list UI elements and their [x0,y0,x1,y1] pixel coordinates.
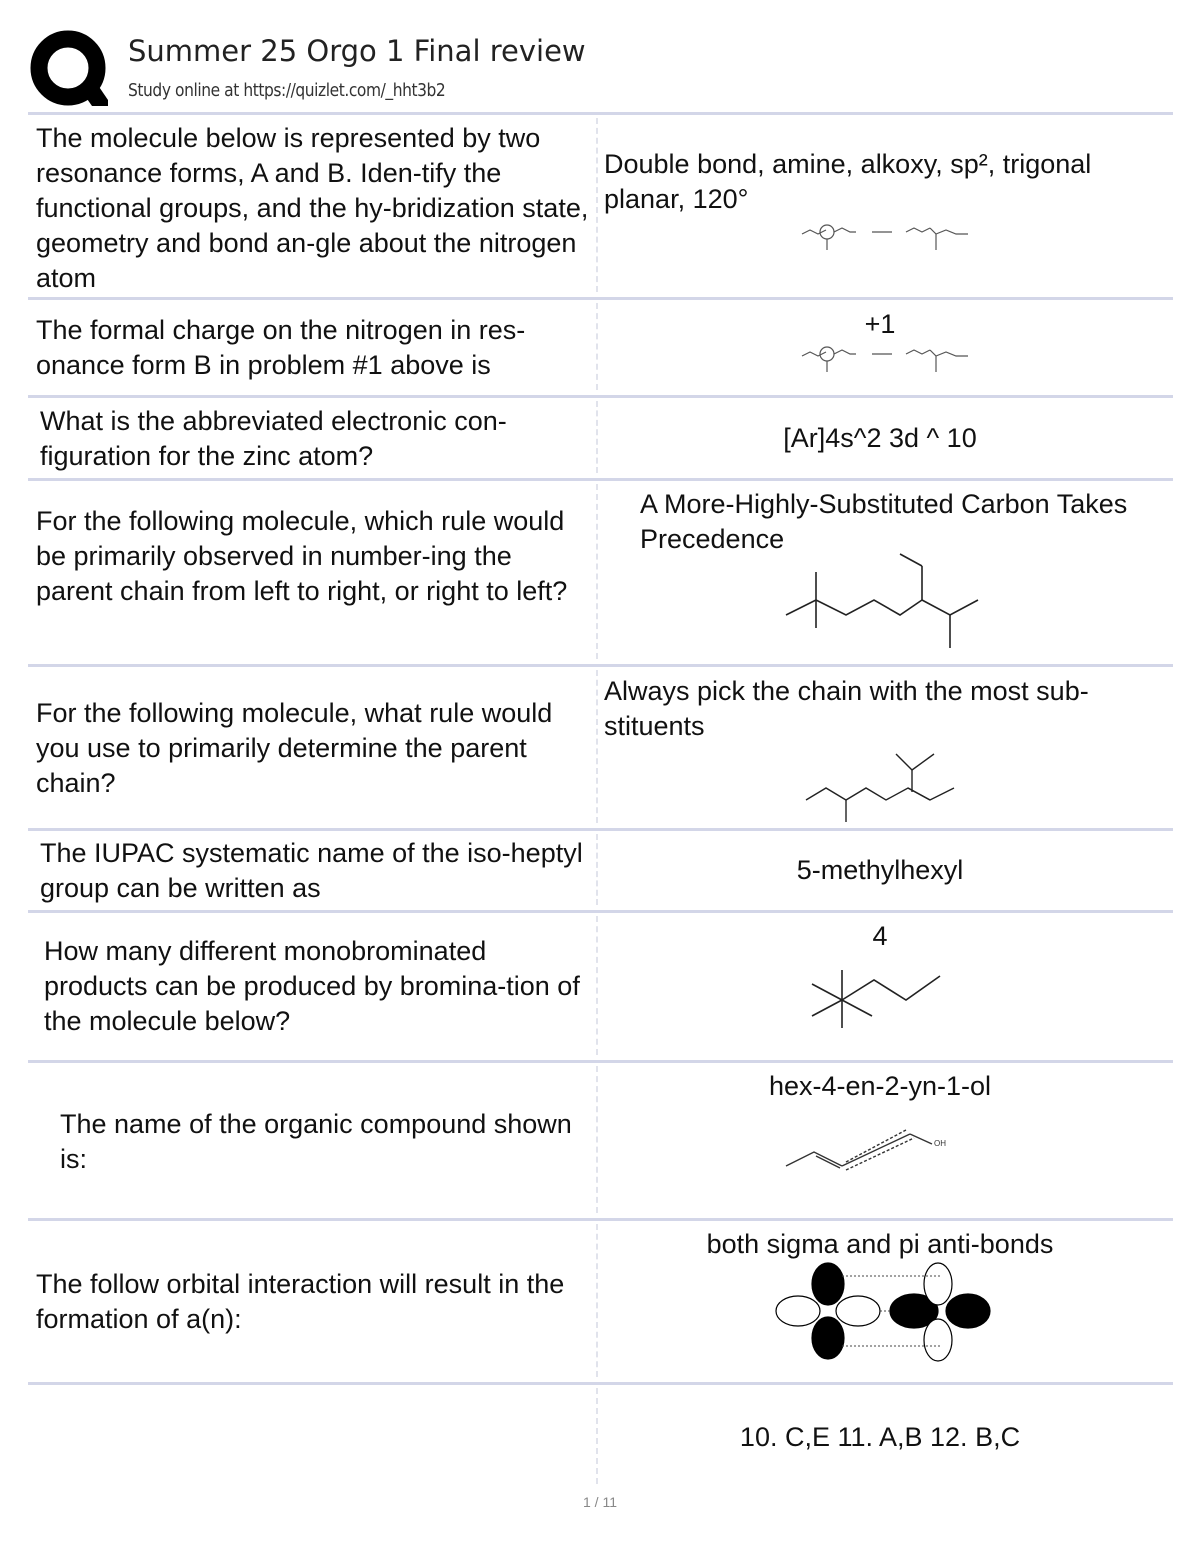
column-divider [596,484,598,659]
page-number: 1 / 11 [583,1494,617,1510]
header [30,26,1175,112]
resonance-structures-image [800,340,980,382]
column-divider [596,1388,598,1484]
divider [28,828,1173,831]
card-question: The formal charge on the nitrogen in res-onance form B in problem #1 above is [36,315,526,380]
quizlet-logo-icon [30,30,108,108]
divider [28,478,1173,481]
column-divider [596,303,598,390]
card-question: For the following molecule, which rule would be primarily observed in number-ing the parent chain from left to right, or right to left? [36,506,568,606]
card-answer: +1 [864,309,896,339]
card-question: For the following molecule, what rule would you use to primarily determine the parent chain? [36,698,553,798]
card-answer: 4 [872,921,888,951]
column-divider [596,916,598,1055]
divider [28,910,1173,913]
resonance-structures-image [800,218,980,260]
column-divider [596,834,598,905]
branched-alkane-structure-image [808,966,948,1036]
card-question: The molecule below is represented by two resonance forms, A and B. Iden-tify the functional groups, and the hy-bridization state, geometry and bond an-gle about the nitrogen atom [36,123,589,293]
card-question: The IUPAC systematic name of the iso-heptyl group can be written as [40,838,583,903]
card-question: How many different monobrominated products can be produced by bromina-tion of the molecule below? [44,936,580,1036]
card-answer: both sigma and pi anti-bonds [706,1229,1054,1259]
divider [28,1060,1173,1063]
column-divider [596,670,598,823]
study-link[interactable]: Study online at https://quizlet.com/_hht3b2 [128,80,446,101]
divider [28,297,1173,300]
divider [28,395,1173,398]
column-divider [596,401,598,473]
hexenynol-structure-image [782,1120,962,1175]
card-answer: [Ar]4s^2 3d ^ 10 [783,423,977,453]
card-question: What is the abbreviated electronic con-figuration for the zinc atom? [40,406,507,471]
column-divider [596,1066,598,1213]
oh-label: OH [934,1139,946,1148]
card-answer: Double bond, amine, alkoxy, sp², trigonal planar, 120° [604,149,1092,214]
divider [28,1218,1173,1221]
card-question: The name of the organic compound shown is: [60,1109,572,1174]
divider [28,112,1173,115]
card-answer: hex-4-en-2-yn-1-ol [768,1071,992,1101]
page-title: Summer 25 Orgo 1 Final review [128,34,586,68]
card-answer: A More-Highly-Substituted Carbon Takes Precedence [640,489,1128,554]
branched-alkane-structure-image [780,558,990,658]
branched-alkane-structure-image [800,748,960,828]
card-answer: 5-methylhexyl [796,855,964,885]
divider [28,1382,1173,1385]
card-question: The follow orbital interaction will result in the formation of a(n): [36,1269,565,1334]
card-answer: 10. C,E 11. A,B 12. B,C [739,1422,1021,1452]
column-divider [596,118,598,292]
divider [28,664,1173,667]
p-orbital-diagram-image [772,1262,997,1362]
column-divider [596,1224,598,1377]
card-answer: Always pick the chain with the most sub-stituents [604,676,1089,741]
